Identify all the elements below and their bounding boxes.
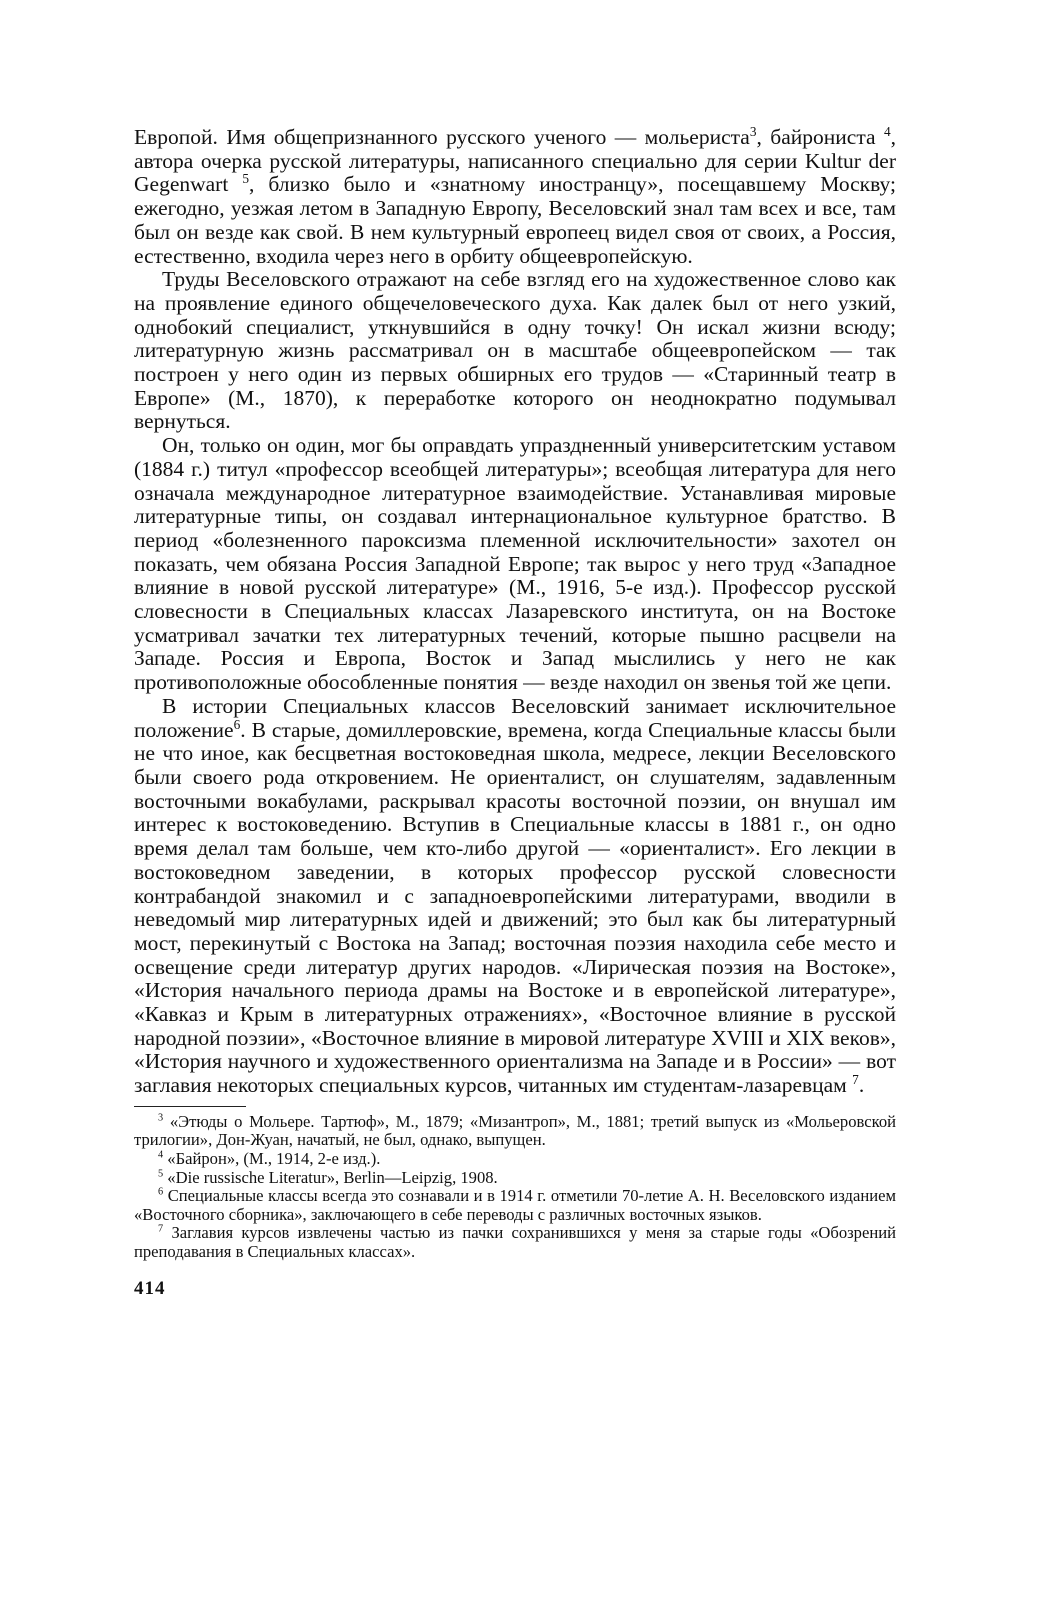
footnote-3 [134, 1113, 896, 1150]
footnote-6 [134, 1187, 896, 1224]
footnote-text: «Байрон», (М., 1914, 2-е изд.). [167, 1149, 381, 1169]
paragraph-1 [134, 123, 897, 268]
footnote-ref-4: 4 [883, 123, 891, 139]
paragraph-3: Он, только он один, мог бы оправдать упраздненный университетским уставом (1884 г.) титул «профессор всеобщей литературы»; всеобщая литература для него означала международное литературное взаимодействие. Устанавливая мировые литературные типы, он создавал интернациональное культурное братство. В период «болезненного пароксизма племенной исключительности» захотел он показать, чем обязана Россия Западной Европе; так вырос у него труд «Западное влияние в новой русской литературе» (М., 1916, 5-е изд.). Профессор русской словесности в Специальных классах Лазаревского института, он на Востоке усматривал зачатки тех литературных течений, которые пышно расцвели на Западе. Россия и Европа, Восток и Запад мыслились у него не как противоположные обособленные понятия — везде находил он звенья той же цепи. [134, 433, 896, 695]
paragraph-1-part-a: Европой. Имя общепризнанного русского ученого — мольериста [134, 125, 750, 149]
paragraph-4-part-a: В истории Специальных классов Веселовский занимает исключительное положение [134, 693, 896, 742]
footnote-ref-5: 5 [242, 171, 249, 187]
paragraph-1-part-b: , байрониста [756, 125, 884, 149]
main-text [134, 123, 897, 1098]
footnote-text: Специальные классы всегда это сознавали и в 1914 г. отметили 70-летие А. Н. Веселовского изданием «Восточного сборника», заключающего в себе переводы с различных восточных языков. [134, 1186, 896, 1224]
footnote-5 [134, 1169, 896, 1188]
paragraph-4-part-b: . В старые, домиллеровские, времена, когда Специальные классы были не что иное, как бесцветная востоковедная школа, медресе, лекции Веселовского были своего рода откровением. Не ориенталист, он слушателям, задавленным восточными вокабулами, раскрывал красоты восточной поэзии, он внушал им интерес к востоковедению. Вступив в Специальные классы в 1881 г., он одно время делал там больше, чем кто-либо другой — «ориенталист». Его лекции в востоковедном заведении, в которых профессор русской словесности контрабандой знакомил и с западноевропейскими литературами, вводили в неведомый мир литературных идей и движений; это был как бы литературный мост, перекинутый с Востока на Запад; восточная поэзия находила себе место и освещение среди литератур других народов. «Лирическая поэзия на Востоке», «История начального периода драмы на Востоке и в европейской литературе», «Кавказ и Крым в литературных отражениях», «Восточное влияние в русской народной поэзии», «Восточное влияние в мировой литературе XVIII и XIX веков», «История научного и художественного ориентализма на Западе и в России» — вот заглавия некоторых специальных курсов, читанных им студентам-лазаревцам [134, 717, 896, 1098]
footnote-ref-7: 7 [852, 1071, 859, 1087]
paragraph-1-part-d: , близко было и «знатному иностранцу», посещавшему Москву; ежегодно, уезжая летом в Западную Европу, Веселовский знал там всех и все, там был он везде как свой. В нем культурный европеец видел своя от своих, а Россия, естественно, входила через него в орбиту общеевропейскую. [134, 172, 896, 268]
footnote-text: «Die russische Literatur», Berlin—Leipzig, 1908. [167, 1167, 498, 1187]
footnote-ref-3: 3 [749, 123, 757, 139]
footnote-number: 4 [158, 1149, 164, 1161]
footnote-number: 3 [158, 1112, 164, 1124]
footnote-number: 6 [158, 1186, 164, 1198]
footnote-ref-6: 6 [233, 716, 241, 732]
footnote-4 [134, 1150, 896, 1169]
footnote-number: 5 [158, 1168, 164, 1180]
paragraph-1-part-c: , автора очерка русской литературы, написанного специально для серии Kultur der Gegenwart [134, 125, 897, 197]
paragraph-2: Труды Веселовского отражают на себе взгляд его на художественное слово как на проявление единого общечеловеческого духа. Как далек был от него узкий, однобокий специалист, уткнувшийся в одну точку! Он искал жизни всюду; литературную жизнь рассматривал он в масштабе общеевропейском — так построен у него один из первых обширных его трудов — «Старинный театр в Европе» (М., 1870), к переработке которого он неоднократно подумывал вернуться. [134, 267, 896, 434]
footnote-text: «Этюды о Мольере. Тартюф», М., 1879; «Мизантроп», М., 1881; третий выпуск из «Мольеровской трилогии», Дон-Жуан, начатый, не был, однако, выпущен. [134, 1111, 897, 1150]
page-number: 414 [134, 1277, 166, 1299]
paragraph-4-part-c: . [858, 1073, 865, 1098]
footnote-text: Заглавия курсов извлечены частью из пачки сохранившихся у меня за старые годы «Обозрений преподавания в Специальных классах». [134, 1223, 896, 1261]
footnote-7 [134, 1224, 896, 1261]
book-page [134, 123, 897, 1300]
footnotes [134, 1113, 896, 1262]
footnote-number: 7 [158, 1223, 164, 1235]
footnote-divider [134, 1106, 246, 1107]
paragraph-4 [134, 695, 896, 1098]
